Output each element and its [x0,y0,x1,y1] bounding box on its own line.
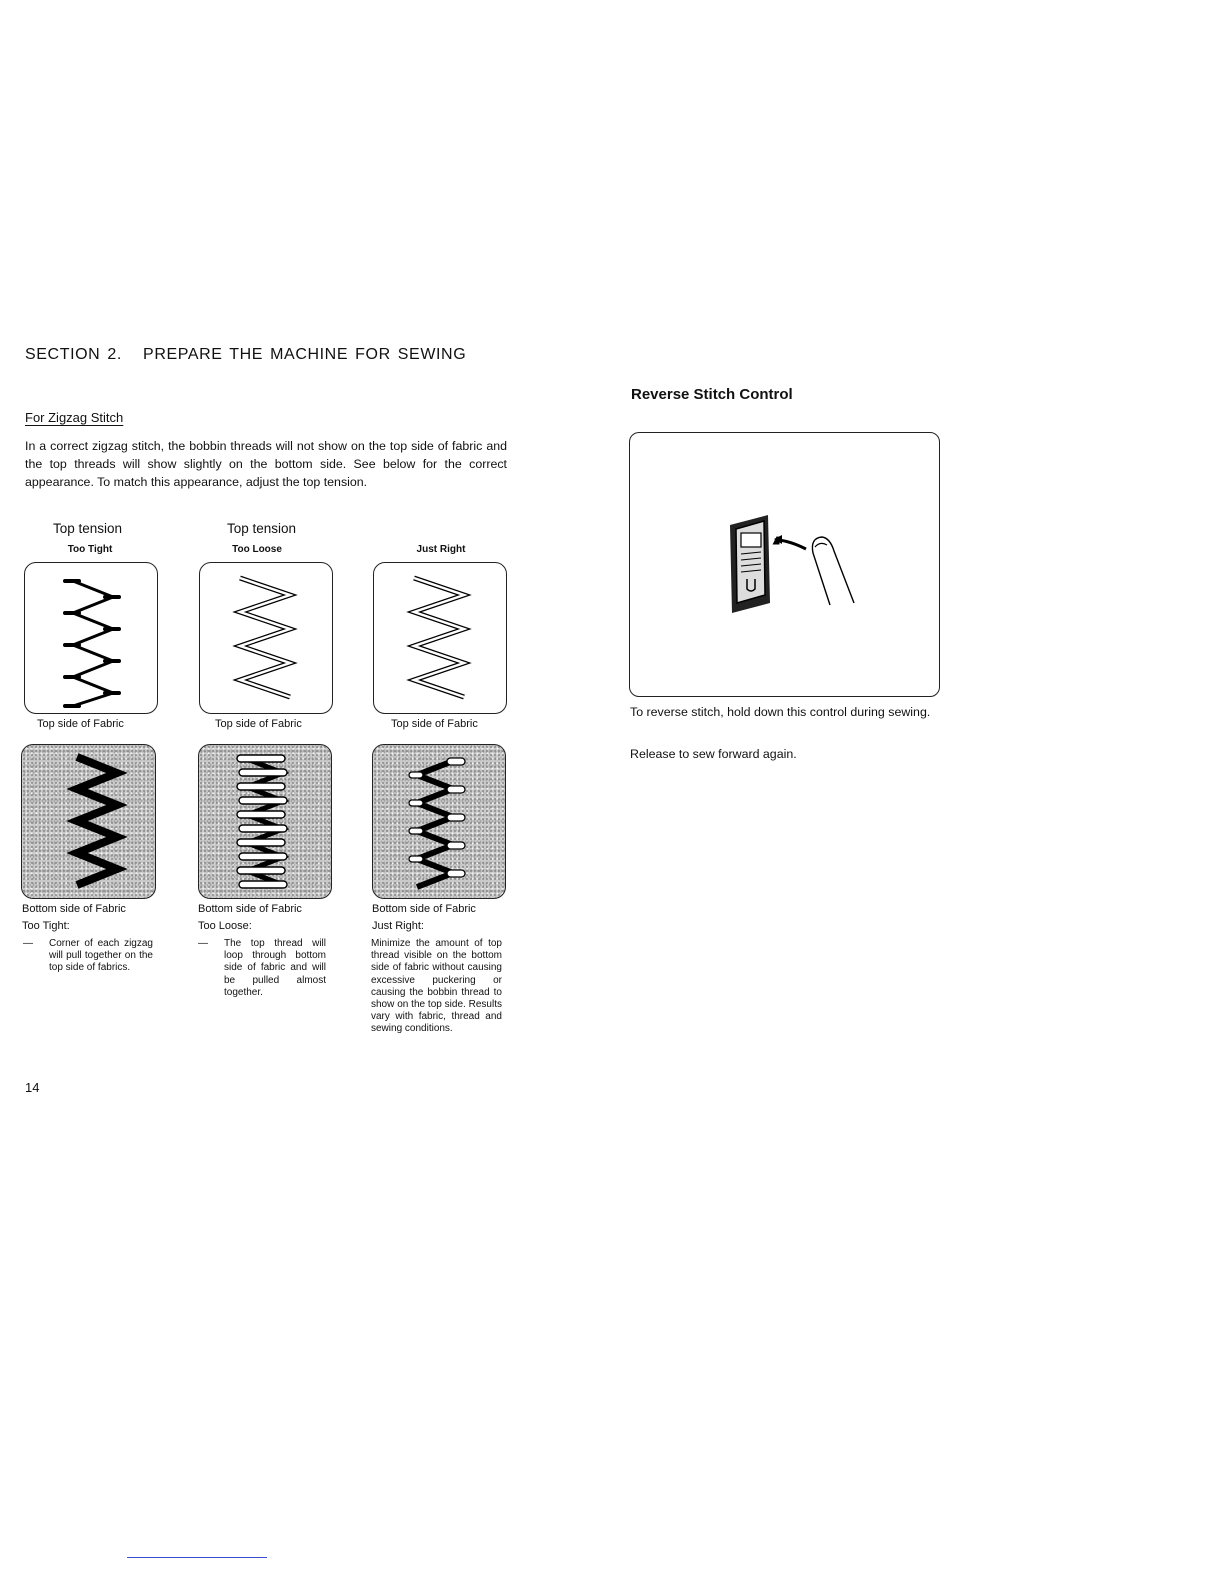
col1-desc [23,938,153,975]
panel-too-tight-top [24,562,158,714]
bottom-rule [127,1557,267,1558]
panel-just-right-top [373,562,507,714]
col3-top-caption: Top side of Fabric [391,718,478,730]
zigzag-too-tight-bottom-illustration [22,745,157,900]
panel-too-loose-bottom [198,744,332,899]
reverse-control-illustration [630,433,941,698]
zigzag-subtitle: For Zigzag Stitch [25,410,124,425]
finger-icon [812,537,854,605]
page-number: 14 [25,1080,40,1095]
col3-bottom-caption: Bottom side of Fabric [372,903,476,915]
zigzag-too-tight-top-illustration [25,563,159,715]
col1-top-caption: Top side of Fabric [37,718,124,730]
panel-too-tight-bottom [21,744,156,899]
col3-desc-title: Just Right: [372,920,424,932]
reverse-stitch-title: Reverse Stitch Control [631,386,793,403]
col1-desc-text: Corner of each zigzag will pull together on the top side of fabrics. [49,938,153,974]
col1-heading: Top tension [53,521,123,536]
col2-label: Too Loose [232,544,282,555]
dash-mark: — [23,938,33,949]
col2-desc [198,938,326,999]
col2-desc-title: Too Loose: [198,920,252,932]
panel-too-loose-top [199,562,333,714]
col2-bottom-caption: Bottom side of Fabric [198,903,302,915]
section-title: SECTION 2. PREPARE THE MACHINE FOR SEWING [25,346,467,363]
col3-label: Just Right [416,544,466,555]
zigzag-too-loose-bottom-illustration [199,745,333,900]
reverse-control-panel-icon [730,515,770,613]
reverse-stitch-text-2: Release to sew forward again. [630,747,797,761]
zigzag-just-right-bottom-illustration [373,745,507,900]
col2-top-caption: Top side of Fabric [215,718,302,730]
panel-just-right-bottom [372,744,506,899]
col2-heading: Top tension [227,521,297,536]
reverse-stitch-illustration-box [629,432,940,697]
zigzag-just-right-top-illustration [374,563,508,715]
zigzag-too-loose-top-illustration [200,563,334,715]
zigzag-intro: In a correct zigzag stitch, the bobbin threads will not show on the top side of fabric and the top threads will show slightly on the bottom side. See below for the correct appearance. To match this appearance, adjust the top tension. [25,439,507,489]
dash-mark: — [198,938,208,949]
col3-desc-text: Minimize the amount of top thread visible on the bottom side of fabric without causing excessive puckering or causing the bobbin thread to show on the top side. Results vary with fabric, thread and sewing conditions. [371,938,502,1035]
col2-desc-text: The top thread will loop through bottom side of fabric and will be pulled almost together. [224,938,326,998]
col1-bottom-caption: Bottom side of Fabric [22,903,126,915]
reverse-stitch-text-1: To reverse stitch, hold down this control during sewing. [630,705,931,719]
col1-label: Too Tight [67,544,113,555]
col1-desc-title: Too Tight: [22,920,70,932]
